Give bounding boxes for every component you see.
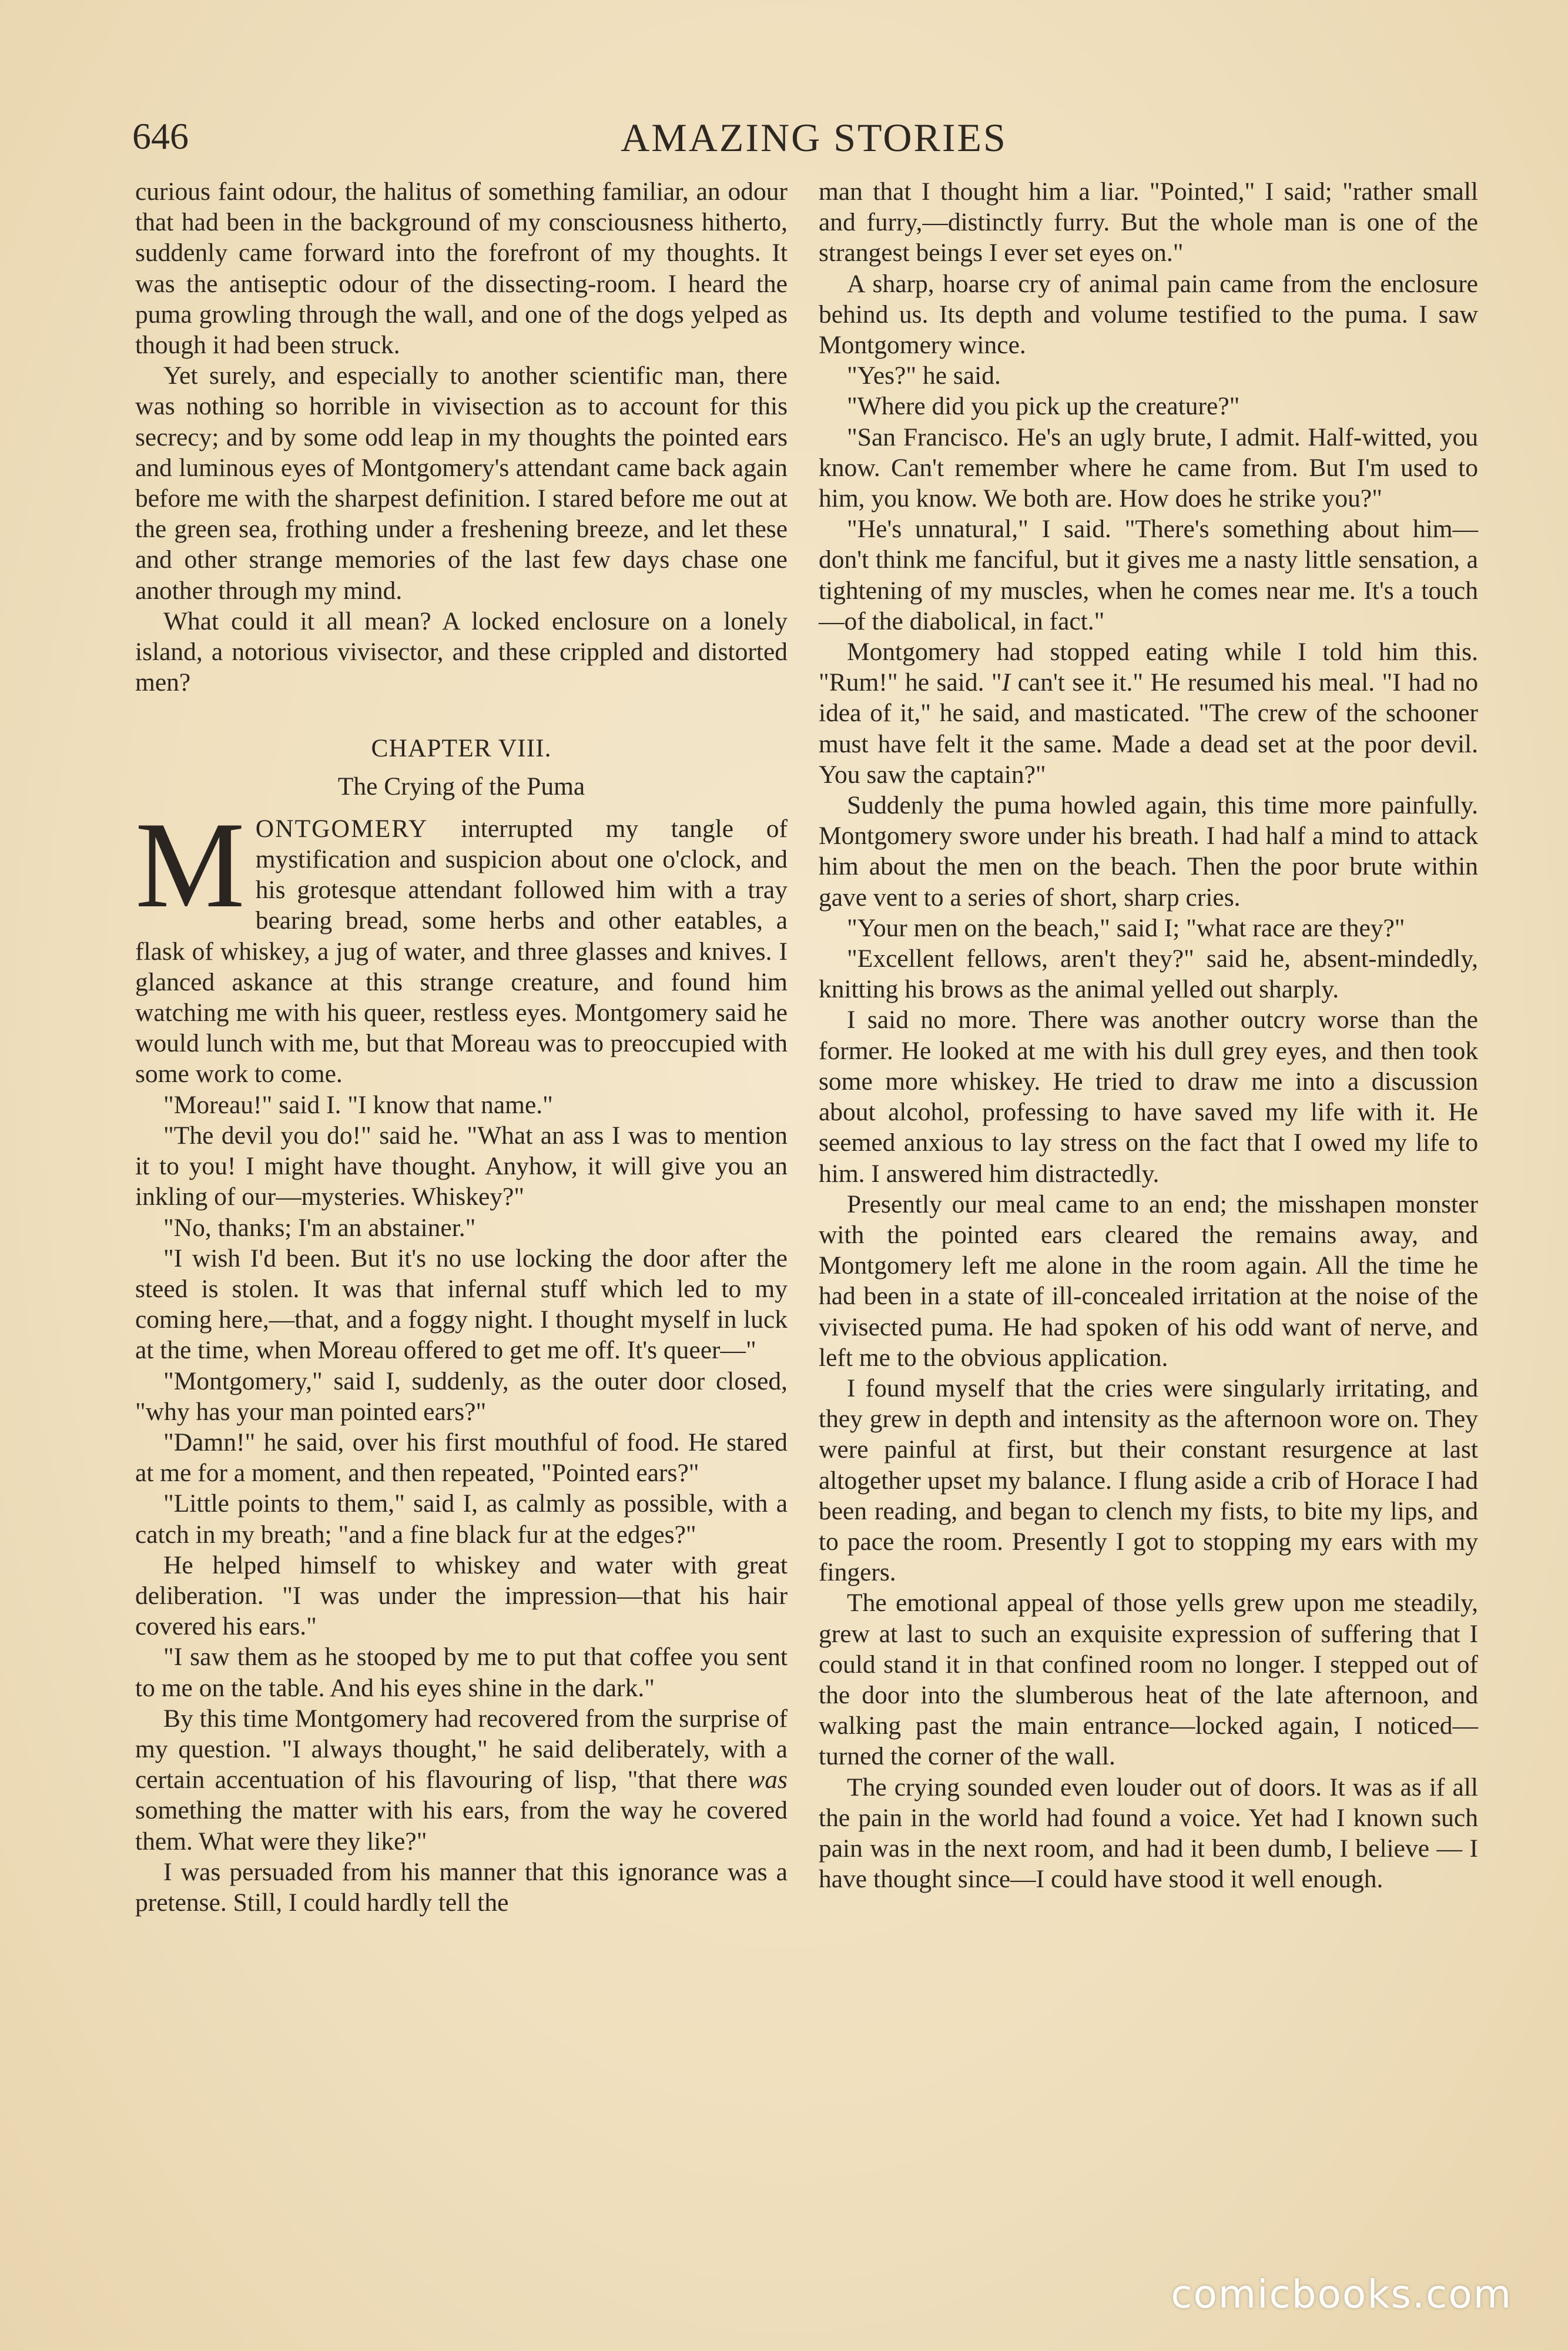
paragraph: "No, thanks; I'm an abstainer." <box>163 1213 476 1242</box>
emphasis: was <box>748 1766 788 1794</box>
paragraph <box>135 1703 788 1857</box>
right-column <box>819 176 1478 1894</box>
page-header <box>132 115 1496 179</box>
paragraph: "He's unnatural," I said. "There's something about him—don't think me fanciful, but it gives me a nasty little sensation, a tightening of my muscles, when he comes near me. It's a touch—of the diabolical, in fact." <box>819 515 1478 635</box>
paragraph-text: By this time Montgomery had recovered from the surprise of my question. "I always thought," he said deliberately, with a certain accentuation of his flavouring of lisp, "that there <box>135 1704 788 1794</box>
paragraph: "Excellent fellows, aren't they?" said he, absent-mindedly, knitting his brows as the animal yelled out sharply. <box>819 945 1478 1004</box>
paragraph: "Little points to them," said I, as calmly as possible, with a catch in my breath; "and a fine black fur at the edges?" <box>135 1489 788 1549</box>
paragraph-text: interrupted my tangle of mystification and suspicion about one o'clock, and his grotesque attendant followed him with a tray bearing bread, some herbs and other eatables, a flask of whiskey, a jug of water, and three glasses and knives. I glanced askance at this strange creature, and found him watching me with his queer, restless eyes. Montgomery said he would lunch with me, but that Moreau was to preoccupied with some work to come. <box>135 814 788 1089</box>
paragraph: "Montgomery," said I, suddenly, as the outer door closed, "why has your man pointed ears?" <box>135 1367 788 1426</box>
paragraph-text: something the matter with his ears, from the way he covered them. What were they like?" <box>135 1796 788 1856</box>
paragraph: curious faint odour, the halitus of something familiar, an odour that had been in the background of my consciousness hitherto, suddenly came forward into the forefront of my thoughts. It was the antiseptic odour of the dissecting-room. I heard the puma growling through the wall, and one of the dogs yelped as though it had been struck. <box>135 178 788 360</box>
drop-cap: M <box>135 796 245 933</box>
paragraph: Suddenly the puma howled again, this time more painfully. Montgomery swore under his breath. I had half a mind to attack him about the men on the beach. Then the poor brute within gave vent to a series of short, sharp cries. <box>819 791 1478 912</box>
chapter-subtitle: The Crying of the Puma <box>337 772 585 801</box>
opening-word: ONTGOMERY <box>255 814 428 843</box>
paragraph: The crying sounded even louder out of doors. It was as if all the pain in the world had found a voice. Yet had I known such pain was in the next room, and had it been dumb, I believe — I have thought since—I could have stood it well enough. <box>819 1773 1478 1894</box>
paragraph: Presently our meal came to an end; the misshapen monster with the pointed ears cleared the remains away, and Montgomery left me alone in the room again. All the time he had been in a state of ill-concealed irritation at the noise of the vivisected puma. He had spoken of his odd want of nerve, and left me to the obvious application. <box>819 1190 1478 1372</box>
paragraph: I was persuaded from his manner that this ignorance was a pretense. Still, I could hardly tell the <box>135 1857 788 1917</box>
paragraph: "Yes?" he said. <box>847 361 1001 390</box>
page-number: 646 <box>132 115 189 157</box>
paragraph: A sharp, hoarse cry of animal pain came from the enclosure behind us. Its depth and volume testified to the puma. I saw Montgomery wince. <box>819 269 1478 360</box>
paragraph: "Moreau!" said I. "I know that name." <box>163 1090 553 1119</box>
paragraph-text: Montgomery had stopped eating while I told him this. "Rum!" he said. " <box>819 638 1478 697</box>
paragraph: What could it all mean? A locked enclosure on a lonely island, a notorious vivisector, and these crippled and distorted men? <box>135 607 788 697</box>
paragraph-text: can't see it." He resumed his meal. "I had no idea of it," he said, and masticated. "The crew of the schooner must have felt it the same. Made a dead set at the poor devil. You saw the captain?" <box>819 668 1478 789</box>
paragraph: I said no more. There was another outcry worse than the former. He looked at me with his dull grey eyes, and then took some more whiskey. He tried to draw me into a discussion about alcohol, professing to have saved my life with it. He seemed anxious to lay stress on the fact that I owed my life to him. I answered him distractedly. <box>819 1006 1478 1188</box>
paragraph: "I saw them as he stooped by me to put that coffee you sent to me on the table. And his eyes shine in the dark." <box>135 1643 788 1702</box>
emphasis: I <box>1001 668 1011 697</box>
paragraph: man that I thought him a liar. "Pointed," I said; "rather small and furry,—distinctly furry. But the whole man is one of the strangest beings I ever set eyes on." <box>819 178 1478 267</box>
paragraph: "Where did you pick up the creature?" <box>847 392 1240 421</box>
left-column <box>135 176 788 1918</box>
paragraph <box>819 637 1478 790</box>
chapter-heading: CHAPTER VIII. <box>371 734 552 763</box>
paragraph: "The devil you do!" said he. "What an ass I was to mention it to you! I might have thought. Anyhow, it will give you an inkling of our—mysteries. Whiskey?" <box>135 1121 788 1211</box>
paragraph: He helped himself to whiskey and water with great deliberation. "I was under the impression—that his hair covered his ears." <box>135 1550 788 1641</box>
paragraph: "San Francisco. He's an ugly brute, I admit. Half-witted, you know. Can't remember where he came from. But I'm used to him, you know. We both are. How does he strike you?" <box>819 423 1478 513</box>
running-title: AMAZING STORIES <box>621 115 1007 160</box>
paragraph: "I wish I'd been. But it's no use locking the door after the steed is stolen. It was that infernal stuff which led to my coming here,—that, and a foggy night. I thought myself in luck at the time, when Moreau offered to get me off. It's queer—" <box>135 1244 788 1365</box>
paragraph: "Damn!" he said, over his first mouthful of food. He stared at me for a moment, and then repeated, "Pointed ears?" <box>135 1428 788 1488</box>
paragraph: I found myself that the cries were singularly irritating, and they grew in depth and intensity as the afternoon wore on. They were painful at first, but their constant resurgence at last altogether upset my balance. I flung aside a crib of Horace I had been reading, and began to clench my fists, to bite my lips, and to pace the room. Presently I got to stopping my ears with my fingers. <box>819 1374 1478 1587</box>
paragraph: "Your men on the beach," said I; "what race are they?" <box>847 913 1405 942</box>
paragraph: Yet surely, and especially to another scientific man, there was nothing so horrible in vivisection as to account for this secrecy; and by some odd leap in my thoughts the pointed ears and luminous eyes of Montgomery's attendant came back again before me with the sharpest definition. I stared before me out at the green sea, frothing under a freshening breeze, and let these and other strange memories of the last few days chase one another through my mind. <box>135 361 788 605</box>
chapter-opening-paragraph <box>135 796 788 1090</box>
watermark-logo: comicbooks.com <box>1171 2272 1512 2317</box>
paragraph: The emotional appeal of those yells grew upon me steadily, grew at last to such an exquisite expression of suffering that I could stand it in that confined room no longer. I stepped out of the door into the slumberous heat of the late afternoon, and walking past the main entrance—locked again, I noticed—turned the corner of the wall. <box>819 1589 1478 1771</box>
